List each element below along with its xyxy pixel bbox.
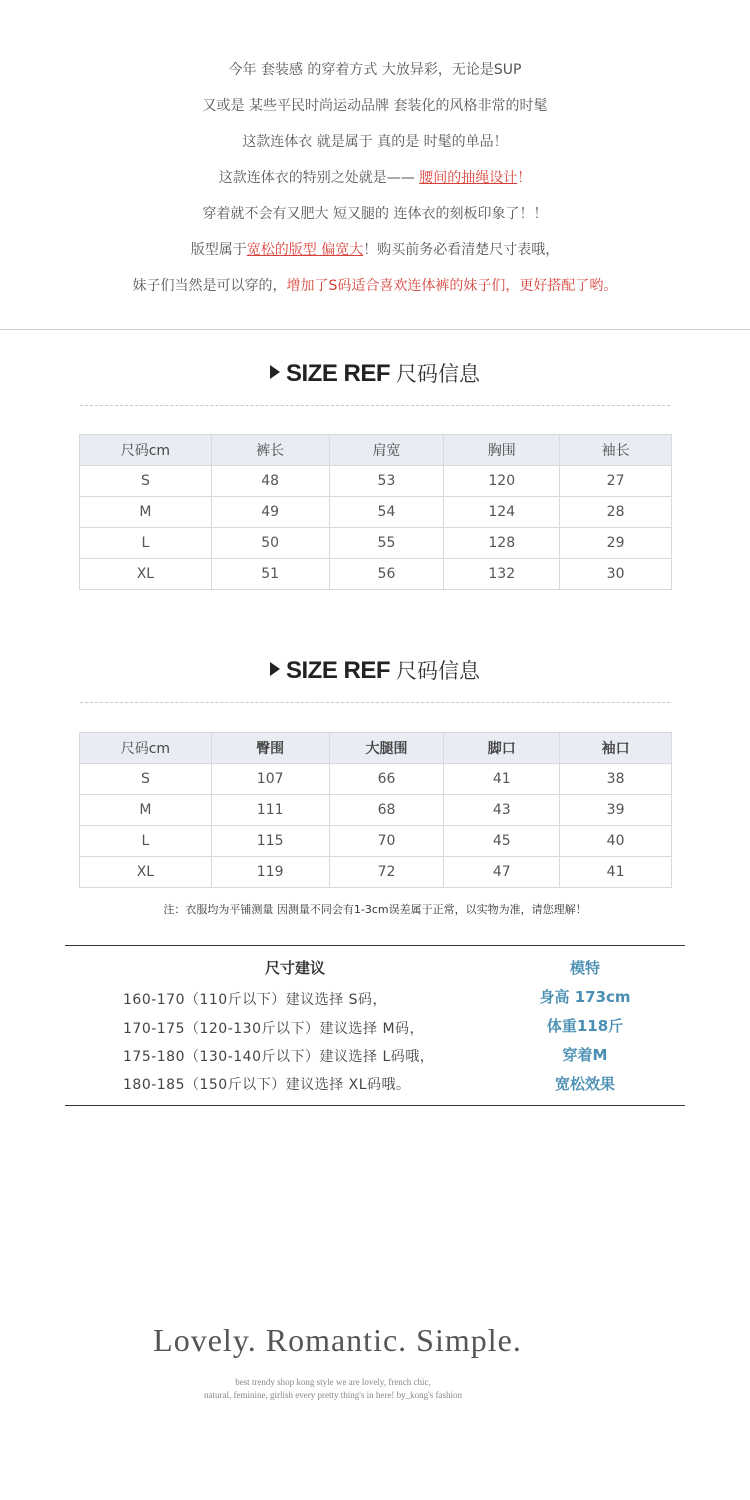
- table-cell: 56: [329, 559, 444, 590]
- table-cell: S: [80, 466, 212, 497]
- table-cell: 124: [444, 497, 560, 528]
- table-cell: 51: [211, 559, 329, 590]
- table-cell: 48: [211, 466, 329, 497]
- intro-highlight-size: 增加了S码适合喜欢连体裤的妹子们，更好搭配了哟。: [286, 278, 618, 294]
- size-ref-heading-2: [0, 655, 750, 685]
- intro-line-4-text: 这款连体衣的特别之处就是——: [218, 170, 420, 186]
- brand-tagline-2: natural, feminine, girlish every pretty thing's in here! by_kong's fashion: [204, 1390, 462, 1400]
- table-cell: 55: [329, 528, 444, 559]
- table-cell: 43: [444, 795, 560, 826]
- intro-highlight-fit: 宽松的版型 偏宽大: [246, 242, 364, 258]
- size-ref-title-cn: 尺码信息: [396, 362, 480, 386]
- intro-line-1: 今年 套装感 的穿着方式 大放异彩，无论是SUP: [228, 62, 522, 78]
- table-header-cell: 臀围: [211, 733, 329, 764]
- intro-line-3: 这款连体衣 就是属于 真的是 时髦的单品！: [242, 134, 508, 150]
- table-header-cell: 裤长: [211, 435, 329, 466]
- table-cell: 115: [211, 826, 329, 857]
- intro-line-5: 穿着就不会有又肥大 短又腿的 连体衣的刻板印象了！！: [202, 206, 548, 222]
- triangle-icon: [270, 365, 280, 379]
- intro-line-7: [0, 275, 750, 295]
- table-cell: S: [80, 764, 212, 795]
- table-cell: 38: [560, 764, 672, 795]
- advice-line: 170-175（120-130斤以下）建议选择 M码，: [123, 1021, 425, 1037]
- table-cell: 128: [444, 528, 560, 559]
- table-cell: 41: [444, 764, 560, 795]
- table-cell: 50: [211, 528, 329, 559]
- model-weight: 体重118斤: [546, 1017, 624, 1035]
- table-cell: 49: [211, 497, 329, 528]
- table-cell: L: [80, 826, 212, 857]
- table-row: [80, 826, 672, 857]
- table-header-cell: 胸围: [444, 435, 560, 466]
- size-table-1: [79, 434, 672, 590]
- intro-line-7-text: 妹子们当然是可以穿的，: [132, 278, 287, 294]
- advice-line: 160-170（110斤以下）建议选择 S码，: [123, 992, 388, 1008]
- intro-line-6-post: ！购买前务必看清楚尺寸表哦，: [363, 242, 560, 258]
- table-cell: XL: [80, 559, 212, 590]
- table-cell: 47: [444, 857, 560, 888]
- table-header-cell: 尺码cm: [80, 435, 212, 466]
- table-cell: 120: [444, 466, 560, 497]
- intro-line-4-end: ！: [517, 170, 532, 186]
- brand-tagline-1: best trendy shop kong style we are lovely, french chic,: [235, 1377, 431, 1387]
- size-ref-title-en: SIZE REF: [285, 360, 390, 387]
- table-cell: 40: [560, 826, 672, 857]
- intro-line-4: [0, 167, 750, 187]
- model-height: 身高 173cm: [539, 988, 631, 1006]
- table-cell: 72: [329, 857, 444, 888]
- table-row: [80, 795, 672, 826]
- advice-bottom-rule: [65, 1105, 685, 1106]
- brand-slogan: Lovely. Romantic. Simple.: [153, 1322, 522, 1358]
- table-row: [80, 528, 672, 559]
- table-cell: 66: [329, 764, 444, 795]
- table-header-cell: 袖长: [560, 435, 672, 466]
- table-cell: 111: [211, 795, 329, 826]
- dashed-divider: [80, 405, 670, 406]
- table-header-cell: 大腿围: [329, 733, 444, 764]
- advice-line: 175-180（130-140斤以下）建议选择 L码哦，: [123, 1049, 435, 1065]
- model-size-worn: 穿着M: [562, 1046, 608, 1064]
- table-cell: 41: [560, 857, 672, 888]
- table-cell: XL: [80, 857, 212, 888]
- model-title: 模特: [569, 959, 600, 977]
- size-ref-heading-1: [0, 358, 750, 388]
- table-cell: 53: [329, 466, 444, 497]
- dashed-divider: [80, 702, 670, 703]
- advice-title: 尺寸建议: [265, 959, 326, 977]
- advice-line: 180-185（150斤以下）建议选择 XL码哦。: [123, 1077, 411, 1093]
- table-cell: 132: [444, 559, 560, 590]
- table-cell: 70: [329, 826, 444, 857]
- advice-top-rule: [65, 945, 685, 946]
- table-cell: M: [80, 795, 212, 826]
- table-cell: 29: [560, 528, 672, 559]
- model-fit-effect: 宽松效果: [554, 1075, 615, 1093]
- table-cell: 30: [560, 559, 672, 590]
- table-row: [80, 466, 672, 497]
- table-cell: M: [80, 497, 212, 528]
- table-header-cell: 尺码cm: [80, 733, 212, 764]
- table-row: [80, 497, 672, 528]
- size-ref-title-cn: 尺码信息: [396, 659, 480, 683]
- table-cell: 54: [329, 497, 444, 528]
- table-row: [80, 764, 672, 795]
- table-cell: L: [80, 528, 212, 559]
- intro-line-6: [0, 239, 750, 259]
- table-row: [80, 857, 672, 888]
- intro-line-6-text: 版型属于: [190, 242, 247, 258]
- size-ref-title-en: SIZE REF: [285, 657, 390, 684]
- table-header-row: [80, 733, 672, 764]
- table-header-cell: 袖口: [560, 733, 672, 764]
- table-header-cell: 脚口: [444, 733, 560, 764]
- section-divider: [0, 329, 750, 330]
- table-cell: 107: [211, 764, 329, 795]
- table-cell: 45: [444, 826, 560, 857]
- measurement-note: 注：衣服均为平铺测量 因测量不同会有1-3cm误差属于正常，以实物为准，请您理解！: [163, 903, 587, 916]
- table-cell: 39: [560, 795, 672, 826]
- table-row: [80, 559, 672, 590]
- table-cell: 119: [211, 857, 329, 888]
- table-cell: 28: [560, 497, 672, 528]
- table-header-row: [80, 435, 672, 466]
- table-cell: 68: [329, 795, 444, 826]
- table-header-cell: 肩宽: [329, 435, 444, 466]
- size-table-2: [79, 732, 672, 888]
- intro-line-2: 又或是 某些平民时尚运动品牌 套装化的风格非常的时髦: [202, 98, 548, 114]
- intro-highlight-drawstring: 腰间的抽绳设计: [419, 170, 518, 186]
- table-cell: 27: [560, 466, 672, 497]
- triangle-icon: [270, 662, 280, 676]
